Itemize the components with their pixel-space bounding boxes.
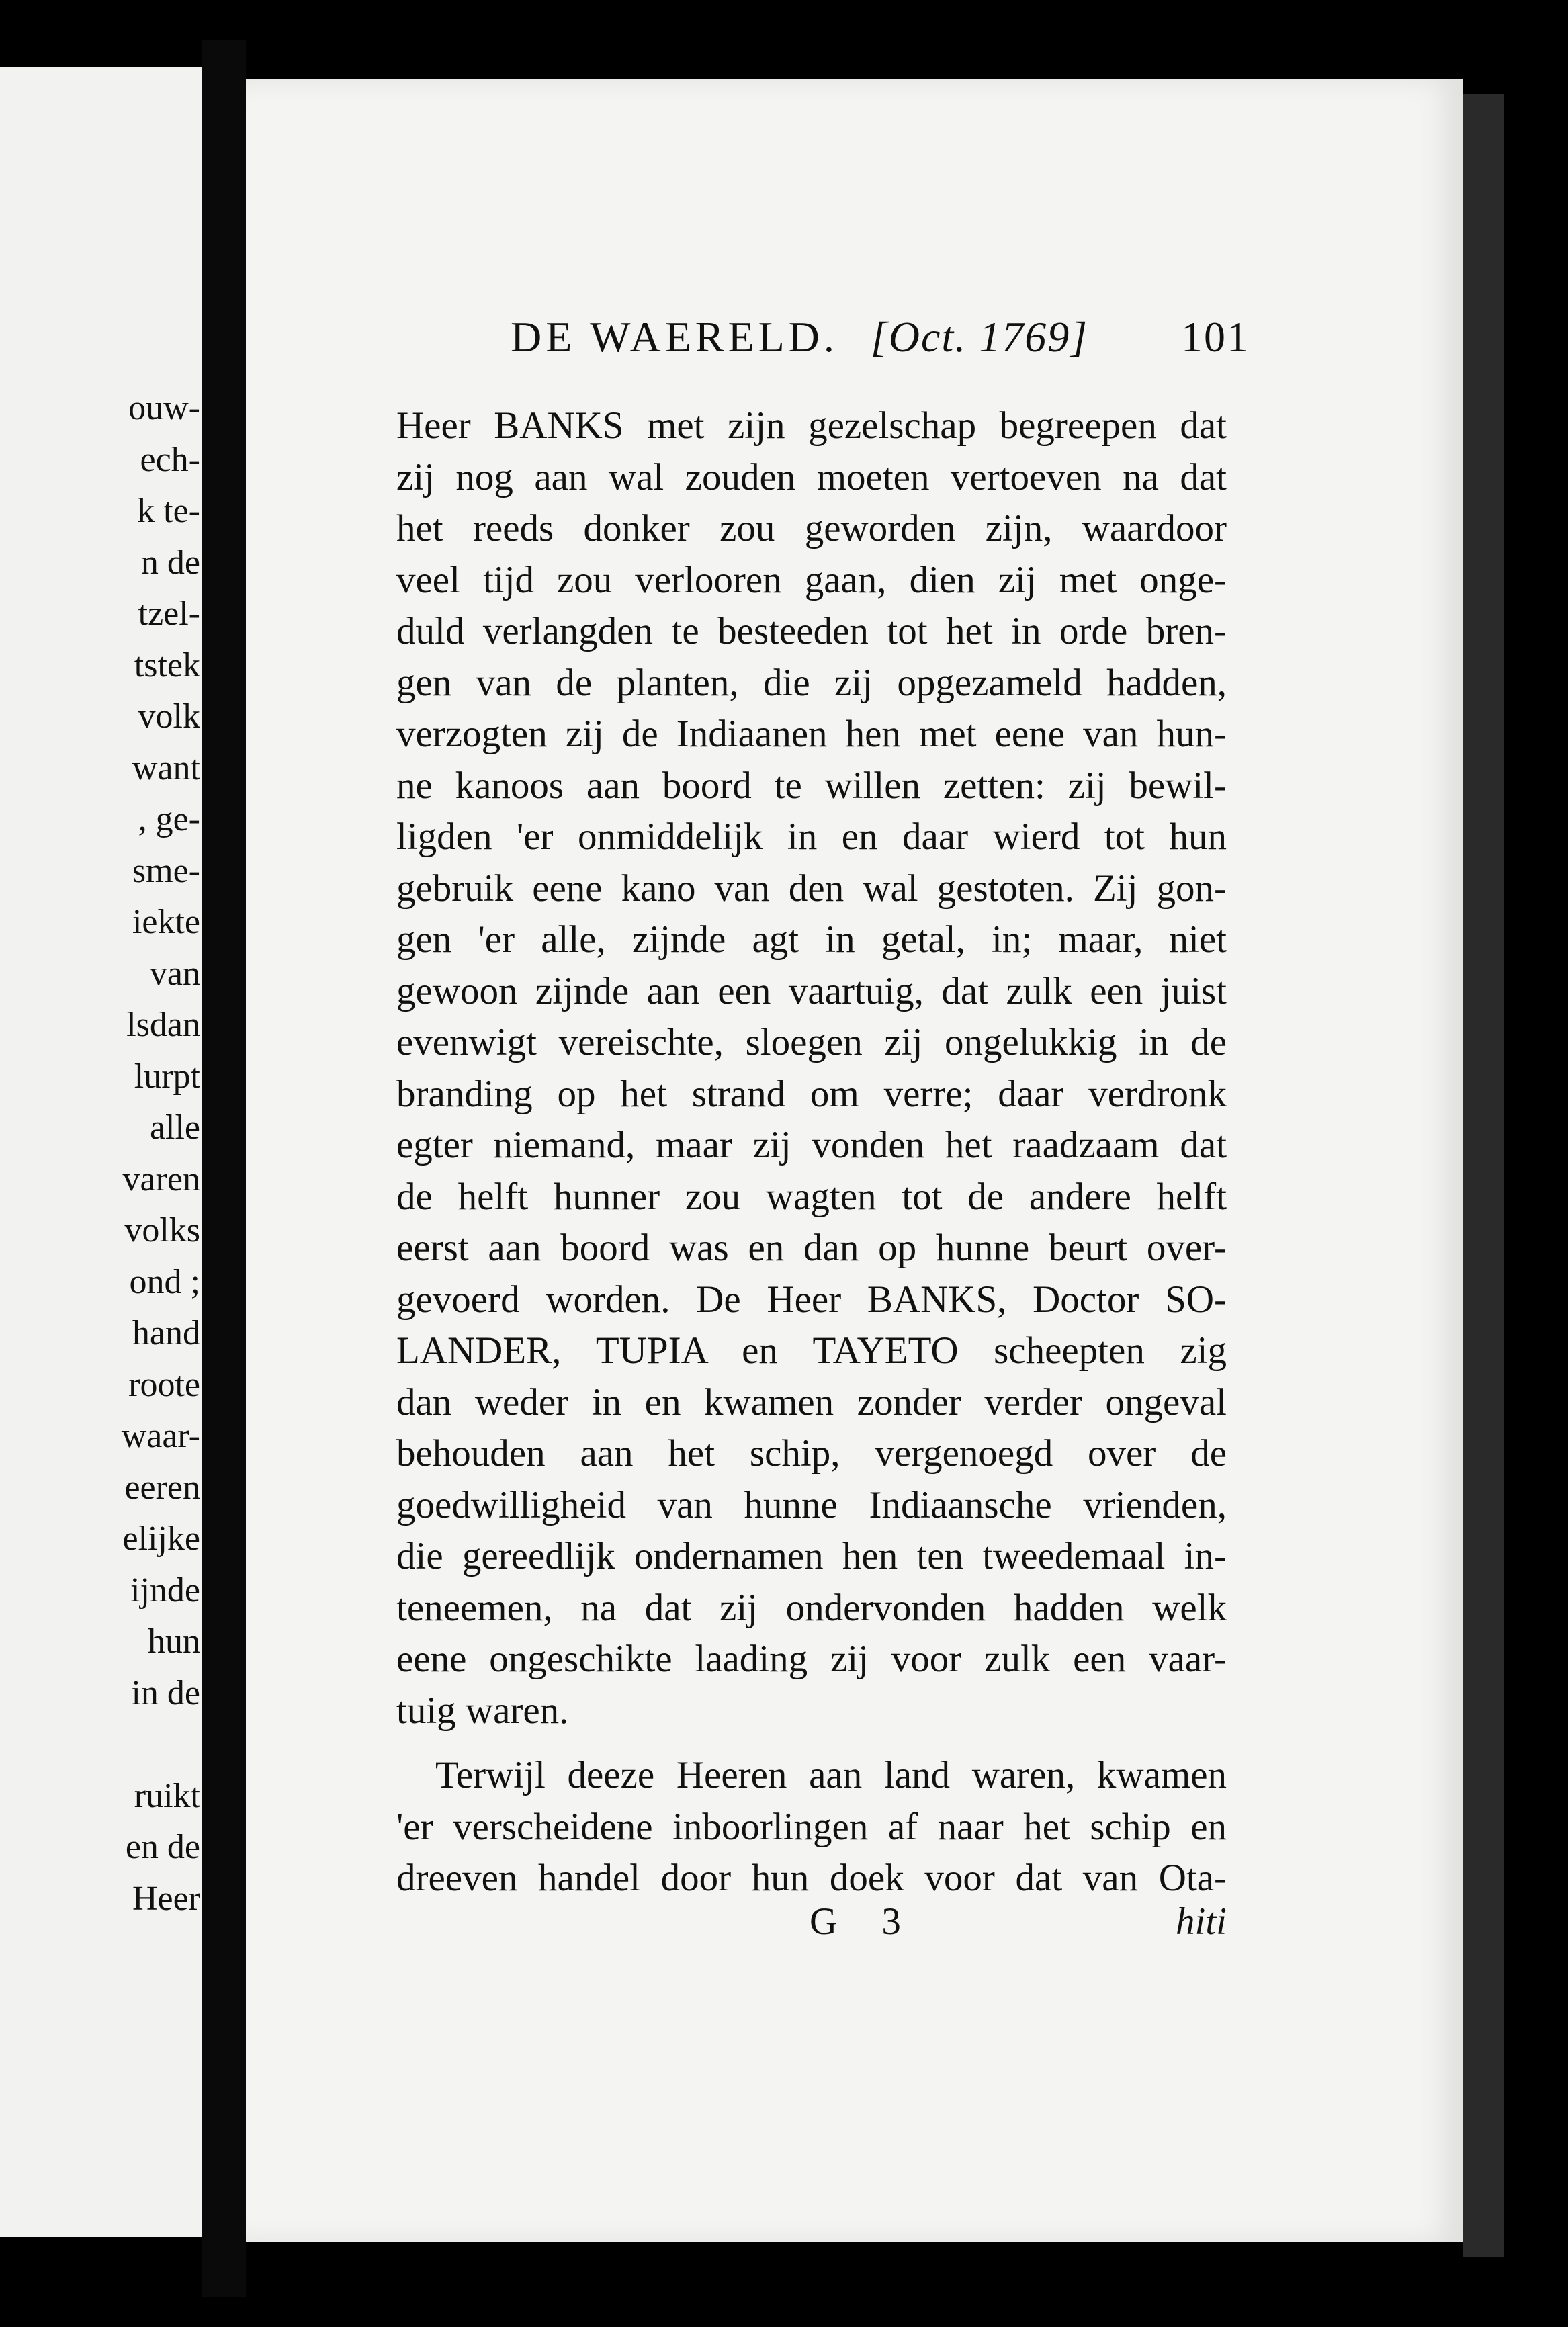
facing-page-line: van [149, 954, 200, 993]
book-gutter [202, 40, 246, 2297]
page-footer [396, 1900, 1227, 1953]
facing-page-line: , ge- [138, 800, 200, 838]
text-line: het reeds donker zou geworden zijn, waardoor [396, 507, 1227, 550]
facing-page-line: en de [125, 1828, 200, 1866]
header-date: [Oct. 1769] [870, 313, 1089, 361]
facing-page-line: volks [124, 1211, 200, 1249]
text-line: gen van de planten, die zij opgezameld hadden, [396, 661, 1227, 704]
facing-page-line: ouw- [128, 389, 200, 427]
facing-page-line: ijnde [130, 1571, 200, 1610]
facing-page-text [0, 383, 200, 1925]
text-line: ligden 'er onmiddelijk in en daar wierd tot hun [396, 816, 1227, 858]
facing-page-line: in de [131, 1673, 200, 1712]
facing-page-line: elijke [122, 1520, 200, 1558]
facing-page-line: volk [138, 697, 200, 736]
facing-page-line: k te- [137, 492, 200, 530]
facing-page-fragment [0, 67, 202, 2237]
facing-page-line: lurpt [134, 1057, 200, 1096]
facing-page-line: tzel- [138, 595, 200, 633]
text-line: evenwigt vereischte, sloegen zij ongelukkig in de [396, 1021, 1227, 1063]
facing-page-line: lsdan [126, 1006, 200, 1044]
facing-page-line: ech- [140, 440, 200, 479]
catchword: hiti [1175, 1900, 1227, 1943]
text-line: gebruik eene kano van den wal gestoten. Zij gon- [396, 867, 1227, 910]
text-line: dan weder in en kwamen zonder verder ongeval [396, 1380, 1227, 1423]
paragraph-gap [396, 1737, 1227, 1750]
text-line: veel tijd zou verlooren gaan, dien zij met onge- [396, 558, 1227, 601]
text-line: teneemen, na dat zij ondervonden hadden welk [396, 1586, 1227, 1629]
facing-page-line: eeren [124, 1468, 200, 1507]
text-line: behouden aan het schip, vergenoegd over de [396, 1432, 1227, 1475]
text-line: Heer BANKS met zijn gezelschap begreepen dat [396, 404, 1227, 447]
text-line: de helft hunner zou wagten tot de andere helft [396, 1175, 1227, 1218]
text-line: eene ongeschikte laading zij voor zulk een vaar- [396, 1638, 1227, 1680]
facing-page-line: tstek [134, 646, 200, 685]
text-line: tuig waren. [396, 1689, 569, 1732]
text-line: verzogten zij de Indiaanen hen met eene van hun- [396, 713, 1227, 755]
text-line: gen 'er alle, zijnde agt in getal, in; maar, niet [396, 918, 1227, 961]
signature-mark: G 3 [810, 1900, 918, 1943]
facing-page-line: n de [140, 543, 200, 582]
facing-page-line: hun [148, 1622, 200, 1661]
text-line: eerst aan boord was en dan op hunne beurt over- [396, 1227, 1227, 1269]
text-line: Terwijl deeze Heeren aan land waren, kwamen [435, 1754, 1227, 1796]
facing-page-line: iekte [132, 903, 200, 941]
page-number: 101 [1181, 313, 1250, 361]
body-text [396, 400, 1227, 1904]
facing-page-line: hand [132, 1314, 200, 1352]
facing-page-line: want [132, 748, 200, 787]
text-line: 'er verscheidene inboorlingen af naar het schip en [396, 1805, 1227, 1848]
text-line: egter niemand, maar zij vonden het raadzaam dat [396, 1124, 1227, 1166]
facing-page-line: Heer [132, 1879, 200, 1918]
text-line: duld verlangden te besteeden tot het in orde bren- [396, 610, 1227, 652]
text-line: LANDER, TUPIA en TAYETO scheepten zig [396, 1329, 1227, 1372]
text-line: ne kanoos aan boord te willen zetten: zij bewil- [396, 764, 1227, 807]
facing-page-line: smе- [132, 851, 200, 890]
text-line: die gereedlijk ondernamen hen ten tweedemaal in- [396, 1535, 1227, 1577]
running-header [511, 312, 1250, 373]
page-edge [1463, 94, 1504, 2257]
facing-page-line: ruikt [134, 1776, 200, 1815]
text-line: goedwilligheid van hunne Indiaansche vrienden, [396, 1483, 1227, 1526]
facing-page-line: roote [128, 1365, 200, 1404]
text-line: dreeven handel door hun doek voor dat van Ota- [396, 1857, 1227, 1899]
facing-page-line: waar- [121, 1417, 200, 1455]
facing-page-line [0, 1719, 200, 1771]
facing-page-line: alle [149, 1108, 200, 1147]
facing-page-line: varen [122, 1159, 200, 1198]
running-title: DE WAERELD. [511, 313, 838, 361]
text-line: branding op het strand om verre; daar verdronk [396, 1072, 1227, 1115]
text-line: gevoerd worden. De Heer BANKS, Doctor SO- [396, 1278, 1227, 1321]
text-line: gewoon zijnde aan een vaartuig, dat zulk een juist [396, 969, 1227, 1012]
text-line: zij nog aan wal zouden moeten vertoeven na dat [396, 455, 1227, 498]
facing-page-line: ond ; [129, 1262, 200, 1301]
